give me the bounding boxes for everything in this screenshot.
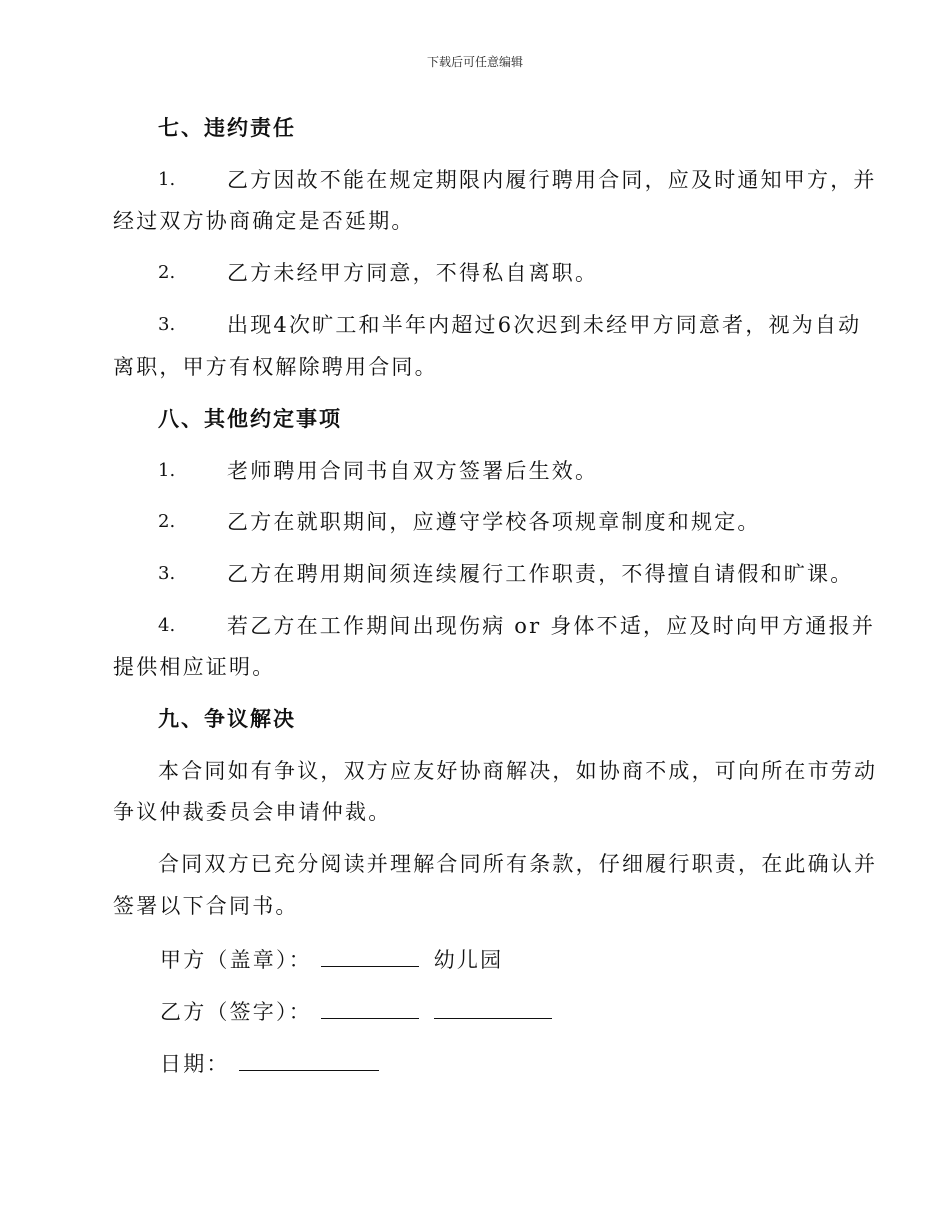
s9-paragraph-2-line-1: 合同双方已充分阅读并理解合同所有条款，仔细履行职责，在此确认并	[158, 852, 878, 876]
s7-item-1-number: 1.	[158, 169, 176, 190]
party-a-seal-blank[interactable]	[321, 944, 419, 967]
party-b-label: 乙方（签字）：	[160, 1000, 312, 1024]
s7-item-1-line-2: 经过双方协商确定是否延期。	[113, 209, 415, 233]
s8-item-3-number: 3.	[158, 563, 176, 584]
s7-item-2-line-1: 乙方未经甲方同意，不得私自离职。	[227, 261, 599, 285]
section-9-title: 九、争议解决	[158, 706, 296, 731]
s8-item-4-line-1: 若乙方在工作期间出现伤病 or 身体不适，应及时向甲方通报并	[227, 614, 876, 638]
s8-item-2-number: 2.	[158, 511, 176, 532]
date-row	[160, 1048, 385, 1078]
s8-item-1-number: 1.	[158, 460, 176, 481]
s8-item-1-line-1: 老师聘用合同书自双方签署后生效。	[227, 459, 599, 483]
party-a-signature-row	[160, 944, 503, 974]
section-8-title: 八、其他约定事项	[158, 406, 342, 431]
party-b-name-blank[interactable]	[434, 996, 552, 1019]
s8-item-4-line-2: 提供相应证明。	[113, 655, 276, 679]
party-b-signature-row	[160, 996, 558, 1026]
date-blank[interactable]	[239, 1048, 379, 1071]
s9-paragraph-1-line-1: 本合同如有争议，双方应友好协商解决，如协商不成，可向所在市劳动	[158, 759, 878, 783]
s7-item-1-line-1: 乙方因故不能在规定期限内履行聘用合同，应及时通知甲方，并	[227, 168, 877, 192]
party-a-label: 甲方（盖章）：	[160, 948, 312, 972]
s9-paragraph-1-line-2: 争议仲裁委员会申请仲裁。	[113, 800, 392, 824]
s7-item-3-line-1: 出现4次旷工和半年内超过6次迟到未经甲方同意者，视为自动	[227, 313, 862, 337]
page-header: 下载后可任意编辑	[426, 55, 523, 69]
s8-item-4-number: 4.	[158, 615, 176, 636]
party-b-signature-blank[interactable]	[321, 996, 419, 1019]
s9-paragraph-2-line-2: 签署以下合同书。	[113, 894, 299, 918]
s7-item-2-number: 2.	[158, 262, 176, 283]
party-a-suffix: 幼儿园	[433, 948, 504, 972]
s8-item-2-line-1: 乙方在就职期间，应遵守学校各项规章制度和规定。	[227, 510, 761, 534]
s7-item-3-line-2: 离职，甲方有权解除聘用合同。	[113, 355, 438, 379]
section-7-title: 七、违约责任	[158, 115, 296, 140]
s7-item-3-number: 3.	[158, 314, 176, 335]
date-label: 日期：	[160, 1052, 230, 1076]
s8-item-3-line-1: 乙方在聘用期间须连续履行工作职责，不得擅自请假和旷课。	[227, 562, 854, 586]
